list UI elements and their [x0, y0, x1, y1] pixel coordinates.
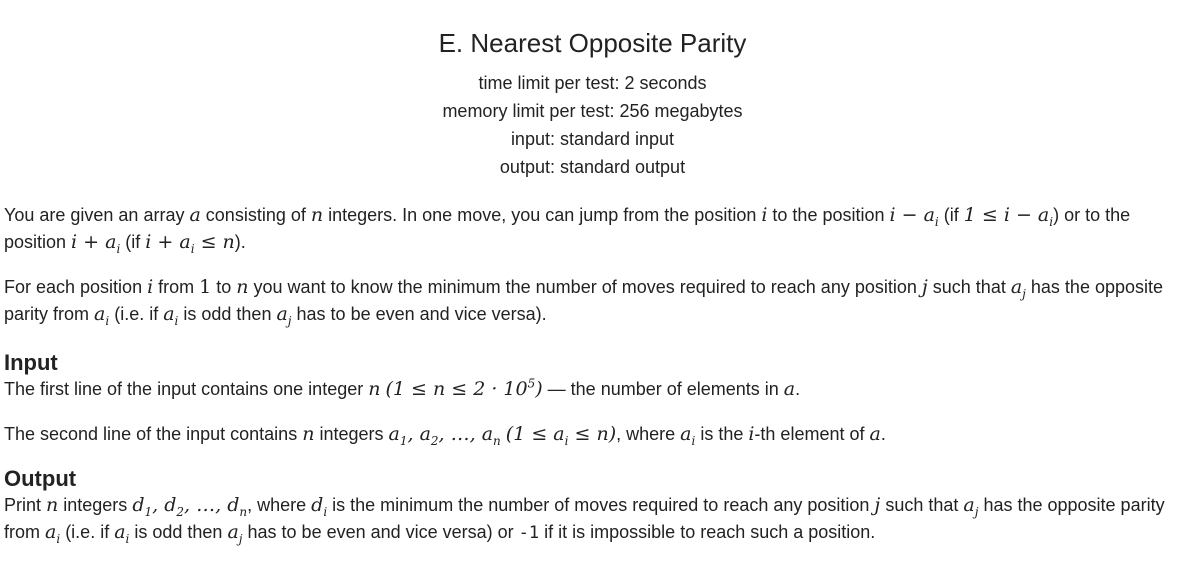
input-paragraph-1: The first line of the input contains one integer n $(1 \le n \le 2 \cdot 10^5)$ — the number of elements in a.: [4, 376, 801, 400]
problem-title: E. Nearest Opposite Parity: [438, 28, 747, 58]
output-section-title: Output: [4, 466, 77, 491]
statement-paragraph-1: You are given an array a consisting of n integers. In one move, you can jump from the position i to the position $i - a_i$ (if $1 \le i - a_i$) or to the position $i + a_i$ (if $i + a_i \le n$).: [4, 204, 1131, 256]
problem-header: [4, 0, 1181, 181]
time-limit: time limit per test: 2 seconds: [478, 73, 707, 93]
minus-one-code: -1: [518, 523, 540, 543]
output-spec: output: standard output: [499, 157, 686, 177]
input-section-title: Input: [4, 350, 58, 375]
input-paragraph-2: The second line of the input contains n integers $a_1$, $a_2$, …, $a_n$ $(1 \le a_i \le n)$, where $a_i$ is the i-th element of a.: [4, 423, 886, 448]
output-paragraph: Print n integers $d_1$, $d_2$, …, $d_n$, where $d_i$ is the minimum the number of moves required to reach any position j such that $a_j$ has the opposite parity from $a_i$ (i.e. if $a_i$ is odd then $a_j$ has to be even and vice versa) or -1 if it is impossible to reach such a position.: [4, 494, 1165, 546]
memory-limit: memory limit per test: 256 megabytes: [442, 101, 743, 121]
statement-paragraph-2: For each position i from 1 to n you want to know the minimum the number of moves required to reach any position j such that $a_j$ has the opposite parity from $a_i$ (i.e. if $a_i$ is odd then $a_j$ has to be even and vice versa).: [4, 276, 1164, 328]
input-spec: input: standard input: [510, 129, 675, 149]
